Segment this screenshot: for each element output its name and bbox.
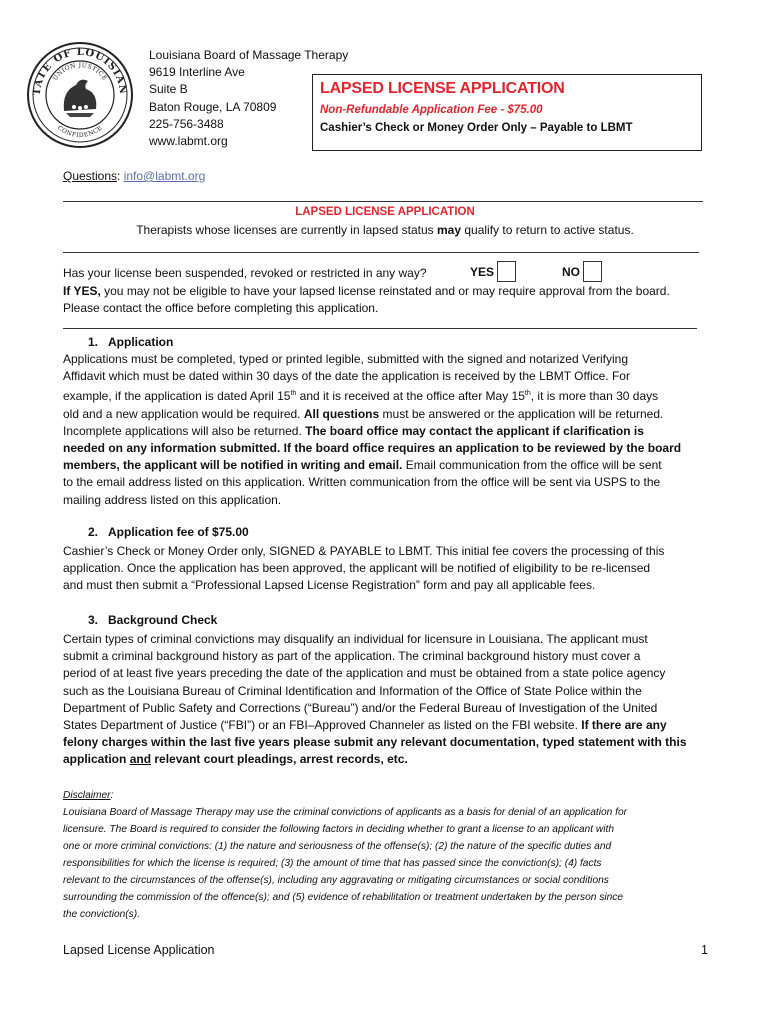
superscript: th [524, 390, 531, 398]
page-number: 1 [701, 943, 708, 957]
section-1-line [63, 423, 707, 440]
suspension-note-rest: you may not be eligible to have your lapsed license reinstated and or may require approval from the board. [100, 284, 670, 298]
section-3-body [63, 631, 707, 769]
svg-text:STATE OF LOUISIANA: TATE OF LOUISIAN [31, 46, 129, 96]
if-yes-bold: If YES, [63, 284, 101, 298]
org-website: www.labmt.org [149, 134, 228, 149]
questions-email-link[interactable]: info@labmt.org [123, 169, 206, 183]
questions-label: Questions [63, 169, 118, 183]
bold-run: All questions [303, 406, 380, 421]
questions-contact [63, 169, 205, 183]
text-run: , it is more than 30 days [530, 389, 659, 404]
text-run: example, if the application is dated April 15 [63, 389, 291, 404]
svg-text:CONFIDENCE: CONFIDENCE [55, 124, 105, 140]
section-1-line [63, 406, 707, 423]
section-1-line: mailing address listed on this application. [63, 492, 282, 507]
section-2-number: 2. [88, 525, 99, 539]
section-1-line: Affidavit which must be dated within 30 days of the date the application is received by the LBMT Office. For [63, 369, 630, 384]
section-1-line [63, 440, 707, 457]
bold-run: If there are any [581, 718, 667, 733]
section-2-line: Cashier’s Check or Money Order only, SIGNED & PAYABLE to LBMT. This initial fee covers the processing of this [63, 544, 665, 558]
disclaimer-line: one or more criminal convictions: (1) the nature and seriousness of the offense(s); (2) the nature of the specific duties and [63, 841, 612, 852]
section-1-heading [88, 335, 173, 349]
yes-label: YES [470, 265, 495, 279]
section-title: LAPSED LICENSE APPLICATION [295, 206, 475, 218]
org-address-line2: Suite B [149, 82, 188, 97]
no-checkbox[interactable] [583, 261, 602, 282]
section-3-line [63, 734, 707, 751]
section-3-title: Background Check [108, 613, 218, 627]
section-2-title: Application fee of $75.00 [108, 525, 249, 539]
disclaimer-line: licensure. The Board is required to consider the following factors in deciding whether to grant a license to an applicant with [63, 824, 615, 835]
section-3-line: submit a criminal background history as part of the application. The criminal background history must cover a [63, 649, 641, 664]
section-1-line [63, 457, 707, 474]
bold-run: The board office may contact the applicant if clarification is [305, 423, 644, 438]
state-seal-logo [26, 41, 134, 149]
org-phone: 225-756-3488 [149, 116, 224, 131]
disclaimer-line: the conviction(s). [63, 909, 141, 920]
section-1-line: Applications must be completed, typed or printed legible, submitted with the signed and notarized Verifying [63, 352, 628, 366]
intro-bold: may [437, 223, 462, 237]
header-title: LAPSED LICENSE APPLICATION [320, 80, 565, 97]
questions-sep: : [117, 169, 124, 183]
section-1-line: to the email address listed on this application. Written communication from the office will be sent via USPS to the [63, 475, 661, 490]
section-2-line: application. Once the application has been approved, the applicant will be notified of eligibility to be re-licensed [63, 561, 651, 576]
bold-run: felony charges within the last five years please submit any relevant documentation, typed statement with this [63, 735, 687, 750]
section-1-line [63, 385, 707, 405]
divider [63, 252, 699, 253]
section-3-line [63, 751, 707, 768]
section-1-title: Application [108, 335, 174, 349]
section-3-line [63, 717, 707, 734]
section-3-heading [88, 613, 217, 627]
suspension-note [63, 283, 707, 317]
bold-run: members, the applicant will be notified in writing and email. [63, 458, 403, 473]
disclaimer-block [63, 787, 707, 923]
section-3-line: such as the Louisiana Bureau of Criminal Identification and Information of the Office of State Police within the [63, 683, 642, 698]
intro-after: qualify to return to active status. [461, 223, 634, 237]
text-run: old and a new application would be required. [63, 406, 304, 421]
section-3-line: Department of Public Safety and Corrections (“Bureau”) and/or the Federal Bureau of Investigation of the United [63, 700, 658, 715]
text-run: States Department of Justice (“FBI”) or an FBI–Approved Channeler as listed on the FBI website. [63, 718, 582, 733]
underlined-run: and [129, 752, 152, 767]
superscript: th [290, 390, 297, 398]
text-run: Incomplete applications will also be returned. [63, 423, 306, 438]
footer-title: Lapsed License Application [63, 943, 215, 957]
svg-text:UNION JUSTICE: UNION JUSTICE [51, 61, 109, 82]
intro-before: Therapists whose licenses are currently in lapsed status [136, 223, 437, 237]
org-city: Baton Rouge, LA 70809 [149, 99, 277, 114]
text-run: must be answered or the application will be returned. [379, 406, 664, 421]
bold-run: needed on any information submitted. If the board office requires an application to be reviewed by the board [63, 441, 682, 456]
section-3-line: Certain types of criminal convictions may disqualify an individual for licensure in Louisiana. The applicant must [63, 632, 648, 646]
disclaimer-colon: : [110, 790, 114, 801]
disclaimer-label: Disclaimer [63, 790, 111, 801]
section-3-number: 3. [88, 613, 99, 627]
payment-method-notice: Cashier’s Check or Money Order Only – Payable to LBMT [320, 122, 633, 134]
disclaimer-line: relevant to the circumstances of the offense(s), including any aggravating or mitigating circumstances or social conditions [63, 875, 609, 886]
section-1-body [63, 351, 707, 509]
section-2-line: and must then submit a “Professional Lapsed License Registration” form and pay all applicable fees. [63, 578, 596, 593]
text-run: and it is received at the office after May 15 [296, 389, 525, 404]
org-address-line1: 9619 Interline Ave [149, 65, 245, 80]
text-run: Email communication from the office will be sent [402, 458, 662, 473]
section-2-body [63, 543, 707, 595]
intro-text [63, 223, 707, 237]
section-2-heading [88, 525, 249, 539]
disclaimer-line: responsibilities for which the license is required; (3) the amount of time that has passed since the conviction(s); (4) facts [63, 858, 602, 869]
no-label: NO [562, 265, 580, 279]
divider [63, 201, 703, 202]
disclaimer-heading [63, 787, 707, 804]
disclaimer-line: surrounding the commission of the offence(s); and (5) evidence of rehabilitation or treatment undertaken by the person since [63, 892, 624, 903]
section-1-number: 1. [88, 335, 99, 349]
suspension-note-line2: Please contact the office before completing this application. [63, 301, 379, 316]
section-3-line: period of at least five years preceding the date of the application and must be obtained from a state police agency [63, 666, 666, 681]
divider [63, 328, 697, 329]
bold-run: relevant court pleadings, arrest records, etc. [151, 752, 408, 767]
org-name: Louisiana Board of Massage Therapy [149, 48, 349, 62]
suspension-note-line1 [63, 283, 707, 300]
disclaimer-line: Louisiana Board of Massage Therapy may use the criminal convictions of applicants as a basis for denial of an application for [63, 807, 628, 818]
suspension-question: Has your license been suspended, revoked or restricted in any way? [63, 266, 427, 280]
bold-run: application [63, 752, 130, 767]
yes-checkbox[interactable] [497, 261, 516, 282]
application-fee-notice: Non-Refundable Application Fee - $75.00 [320, 104, 543, 116]
